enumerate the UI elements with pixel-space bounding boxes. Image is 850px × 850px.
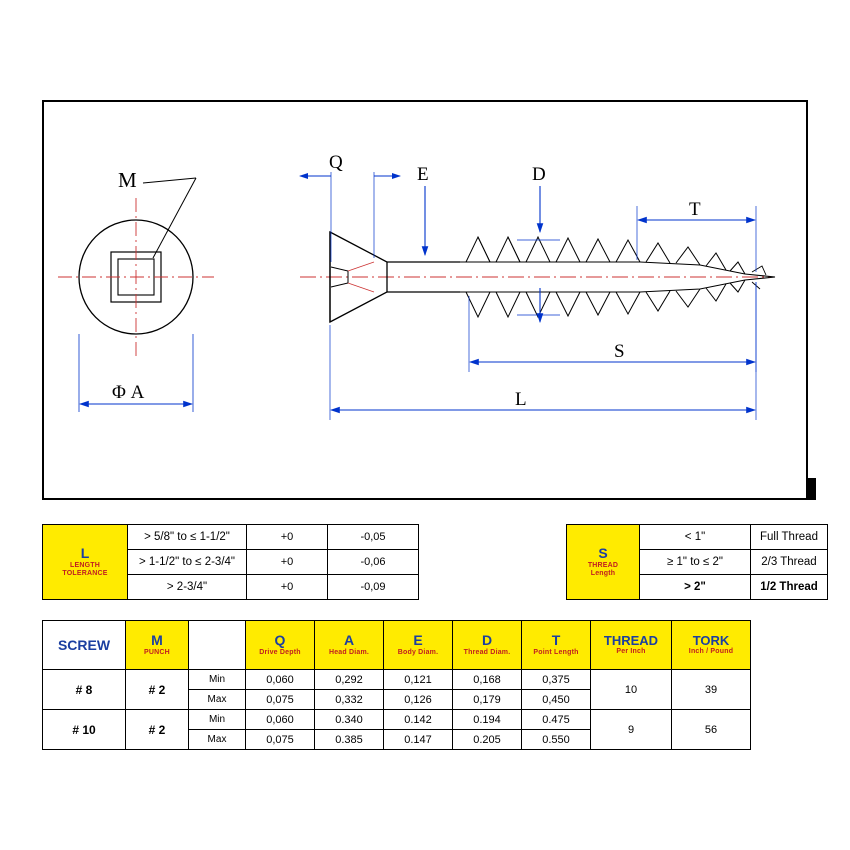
thread-length-range: > 2" — [640, 575, 751, 600]
thread-length-key-sub2: Length — [590, 569, 616, 577]
thread-length-value: Full Thread — [751, 525, 828, 550]
header-e — [384, 621, 453, 670]
header-m-label: M — [151, 632, 163, 649]
row-d-value: 0,179 — [453, 690, 522, 710]
row-tork-value: 56 — [672, 710, 751, 750]
table-row — [43, 670, 751, 690]
row-a-value: 0.385 — [315, 730, 384, 750]
row-d-value: 0.205 — [453, 730, 522, 750]
callout-m-label: M — [118, 168, 137, 192]
row-a-value: 0,332 — [315, 690, 384, 710]
header-tork-label: TORK — [692, 633, 730, 649]
header-e-label: E — [413, 632, 423, 649]
row-a-value: 0,292 — [315, 670, 384, 690]
length-tolerance-key-sub1: LENGTH — [70, 561, 100, 569]
header-thread-sublabel: Per Inch — [616, 648, 646, 656]
row-tork-value: 39 — [672, 670, 751, 710]
length-tolerance-key-title: L — [80, 545, 90, 562]
header-t-sublabel: Point Length — [533, 648, 579, 656]
header-tork-sublabel: Inch / Pound — [688, 648, 734, 656]
header-screw-label: SCREW — [57, 636, 111, 653]
row-t-value: 0.475 — [522, 710, 591, 730]
table-header-row — [43, 621, 751, 670]
row-a-value: 0.340 — [315, 710, 384, 730]
length-tolerance-table — [42, 524, 419, 600]
row-e-value: 0,121 — [384, 670, 453, 690]
length-tolerance-key-cell — [43, 525, 128, 600]
callout-q-label: Q — [329, 152, 343, 173]
header-t — [522, 621, 591, 670]
table-row — [567, 525, 828, 550]
length-tolerance-key-sub2: TOLERANCE — [62, 569, 108, 577]
row-t-value: 0,375 — [522, 670, 591, 690]
length-tolerance-plus: +0 — [247, 575, 328, 600]
thread-length-table — [566, 524, 828, 600]
table-row — [43, 525, 419, 550]
header-q-label: Q — [274, 632, 286, 649]
length-tolerance-minus: -0,06 — [328, 550, 419, 575]
row-minmax-label: Max — [189, 730, 246, 750]
row-thread-value: 10 — [591, 670, 672, 710]
row-t-value: 0.550 — [522, 730, 591, 750]
screw-spec-table — [42, 620, 751, 750]
row-thread-value: 9 — [591, 710, 672, 750]
table-row — [43, 710, 751, 730]
row-d-value: 0.194 — [453, 710, 522, 730]
header-a-label: A — [343, 632, 355, 649]
thread-length-key-sub1: THREAD — [587, 561, 619, 569]
header-thread — [591, 621, 672, 670]
header-a-sublabel: Head Diam. — [328, 648, 370, 656]
length-tolerance-range: > 1-1/2" to ≤ 2-3/4" — [128, 550, 247, 575]
length-tolerance-plus: +0 — [247, 550, 328, 575]
thread-length-key-title: S — [598, 545, 608, 562]
callout-s-label: S — [614, 341, 625, 362]
row-q-value: 0,060 — [246, 670, 315, 690]
row-d-value: 0,168 — [453, 670, 522, 690]
row-screw-name: # 10 — [43, 710, 126, 750]
callout-t-label: T — [689, 199, 701, 220]
callout-l-label: L — [515, 389, 527, 410]
header-d-label: D — [481, 632, 493, 649]
length-tolerance-minus: -0,05 — [328, 525, 419, 550]
length-tolerance-plus: +0 — [247, 525, 328, 550]
row-screw-name: # 8 — [43, 670, 126, 710]
row-minmax-label: Min — [189, 710, 246, 730]
header-q — [246, 621, 315, 670]
row-e-value: 0.142 — [384, 710, 453, 730]
drawing-panel — [42, 100, 808, 500]
thread-length-range: ≥ 1" to ≤ 2" — [640, 550, 751, 575]
header-t-label: T — [551, 632, 561, 649]
header-q-sublabel: Drive Depth — [259, 648, 301, 656]
row-e-value: 0.147 — [384, 730, 453, 750]
row-minmax-label: Max — [189, 690, 246, 710]
row-e-value: 0,126 — [384, 690, 453, 710]
header-tork — [672, 621, 751, 670]
row-q-value: 0,075 — [246, 690, 315, 710]
row-m-value: # 2 — [126, 710, 189, 750]
header-thread-label: THREAD — [603, 633, 659, 649]
thread-length-range: < 1" — [640, 525, 751, 550]
header-d-sublabel: Thread Diam. — [463, 648, 511, 656]
header-screw — [43, 621, 126, 670]
header-e-sublabel: Body Diam. — [397, 648, 439, 656]
length-tolerance-range: > 2-3/4" — [128, 575, 247, 600]
header-a — [315, 621, 384, 670]
header-m — [126, 621, 189, 670]
row-q-value: 0,075 — [246, 730, 315, 750]
length-tolerance-minus: -0,09 — [328, 575, 419, 600]
row-q-value: 0,060 — [246, 710, 315, 730]
callout-e-label: E — [417, 164, 429, 185]
callout-d-label: D — [532, 164, 546, 185]
row-t-value: 0,450 — [522, 690, 591, 710]
thread-length-value: 2/3 Thread — [751, 550, 828, 575]
callout-phi-a-label: Φ A — [112, 382, 145, 403]
header-d — [453, 621, 522, 670]
thread-length-value: 1/2 Thread — [751, 575, 828, 600]
length-tolerance-range: > 5/8" to ≤ 1-1/2" — [128, 525, 247, 550]
thread-length-key-cell — [567, 525, 640, 600]
row-minmax-label: Min — [189, 670, 246, 690]
row-m-value: # 2 — [126, 670, 189, 710]
header-minmax — [189, 621, 246, 670]
header-m-sublabel: PUNCH — [144, 648, 170, 656]
